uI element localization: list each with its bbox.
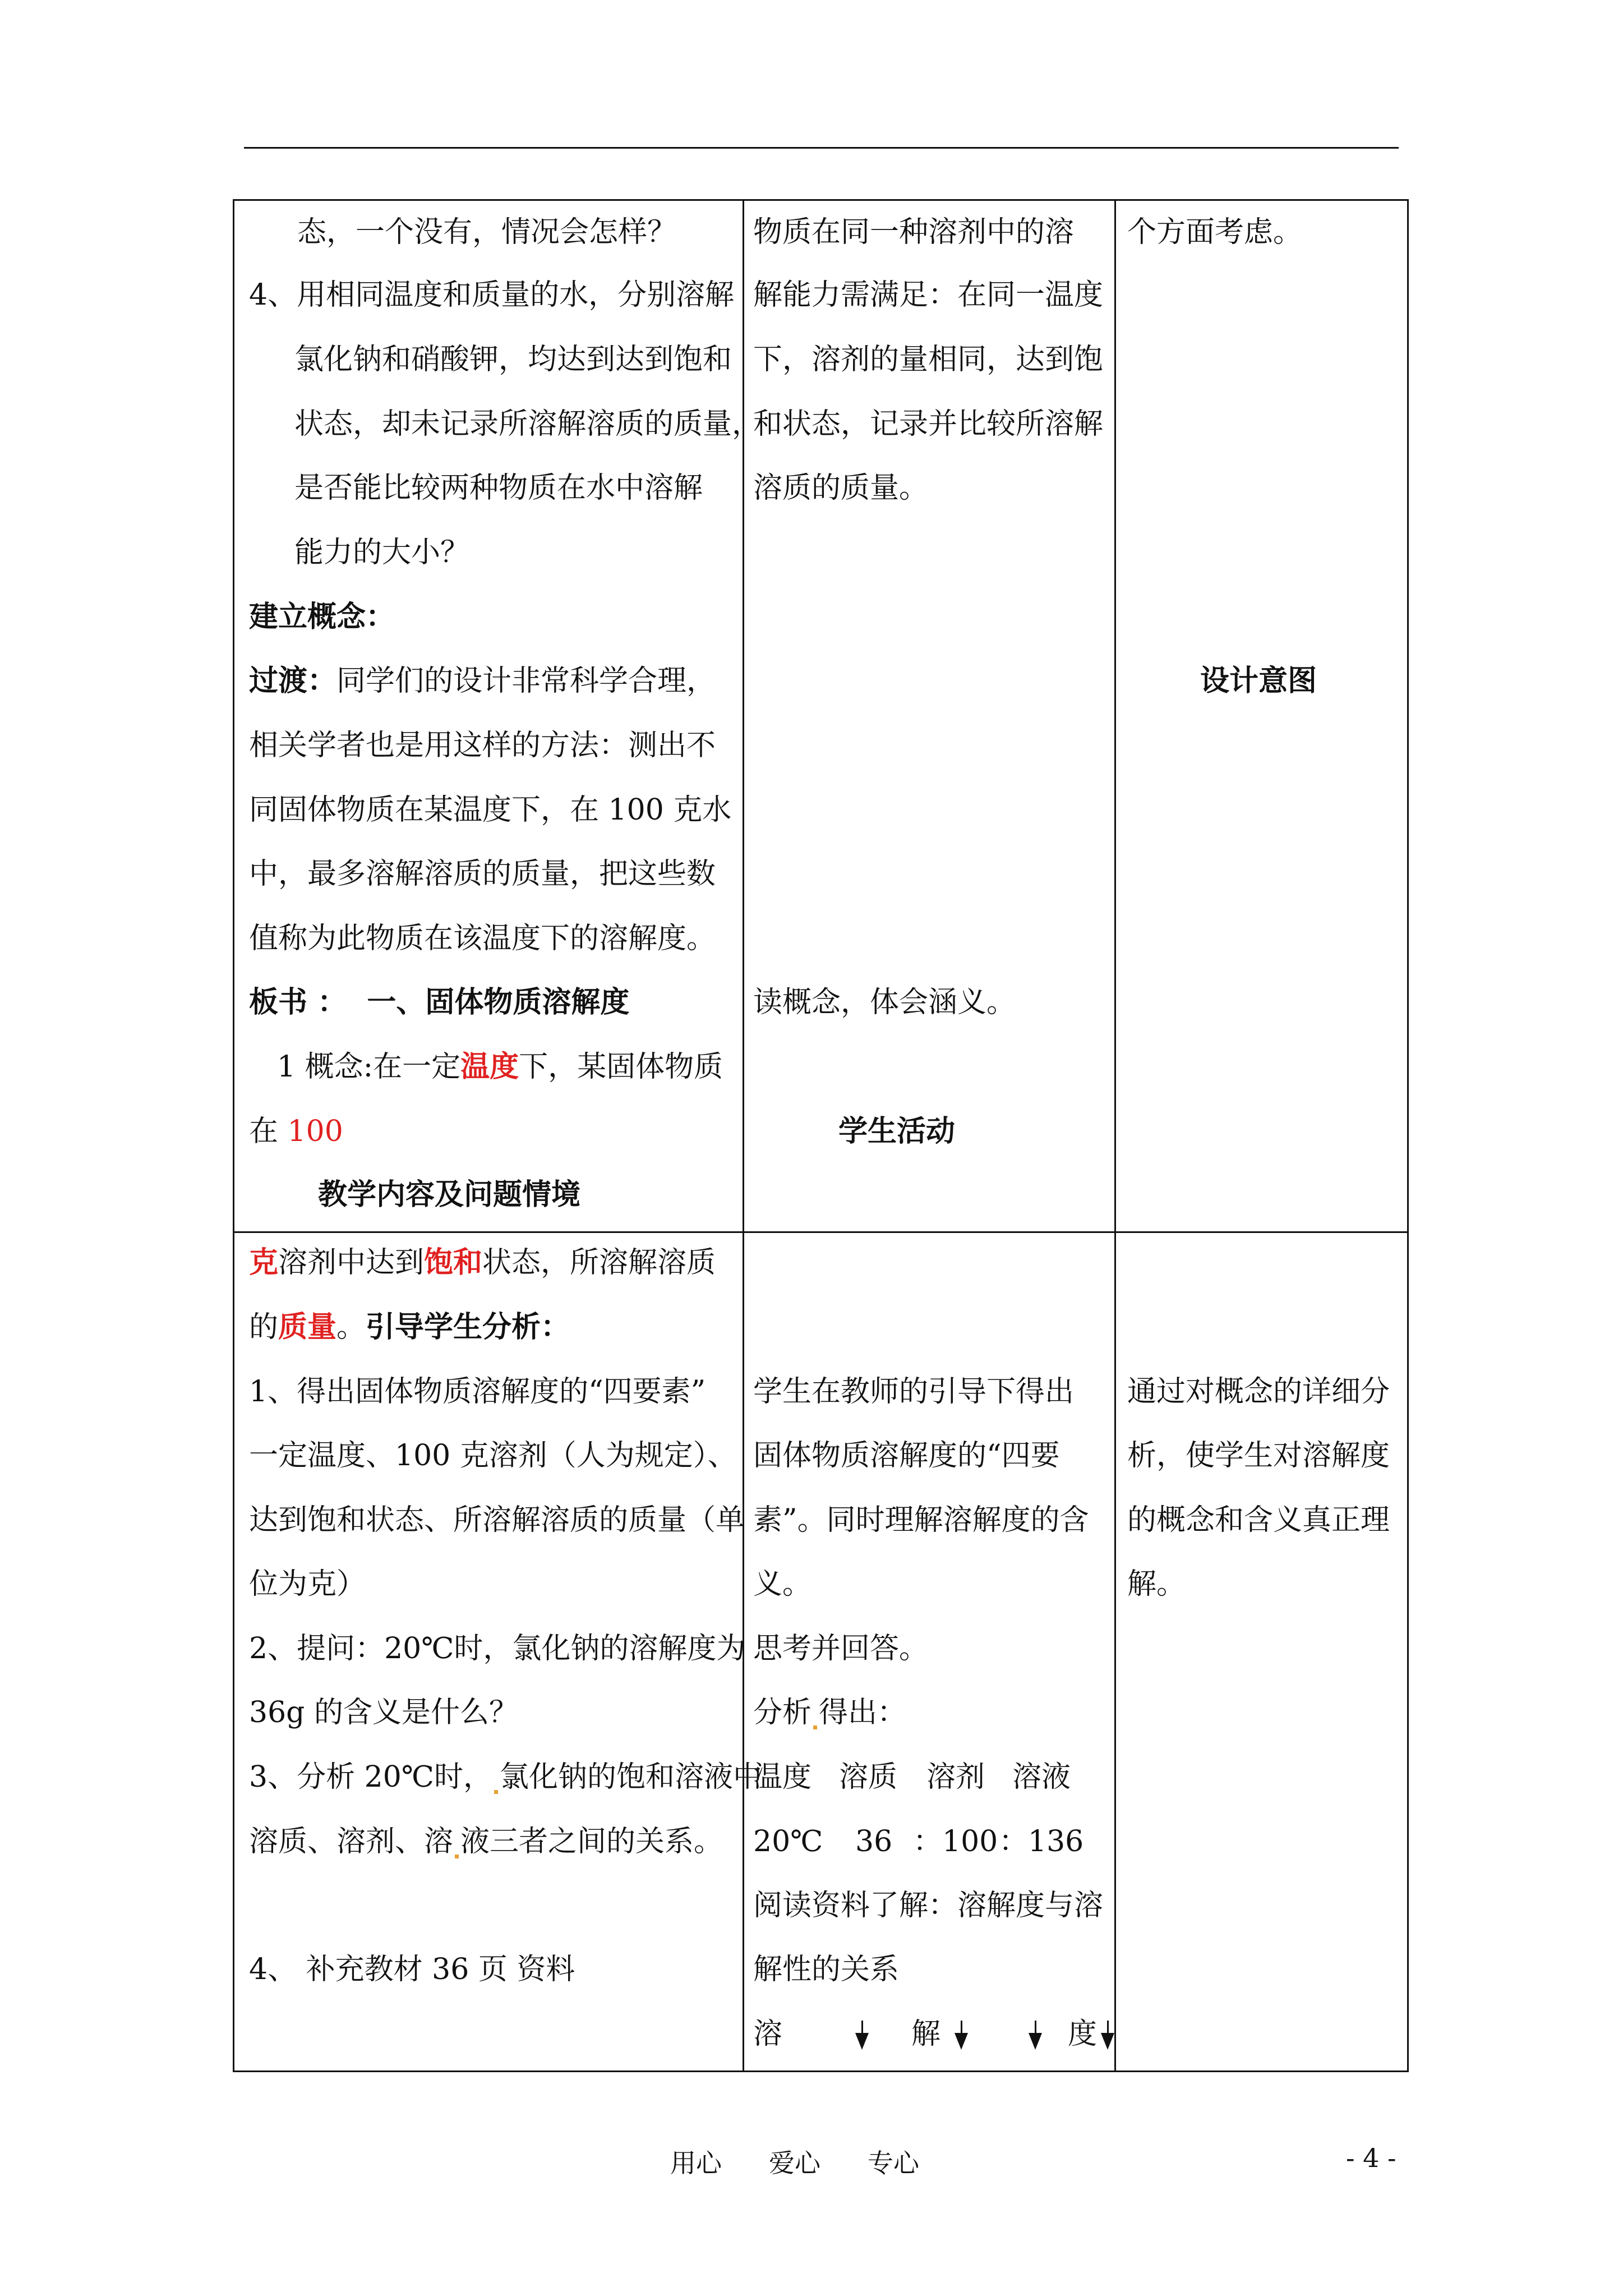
ratio-value-solute: 36 — [855, 1825, 893, 1858]
transition-label: 过渡： — [249, 664, 337, 698]
text-line: 读概念，体会涵义。 — [753, 986, 1016, 1019]
text-line — [277, 1050, 723, 1084]
text-line: 值称为此物质在该温度下的溶解度。 — [249, 922, 716, 955]
table-row-divider — [233, 1231, 1409, 1233]
text-line: 1、得出固体物质溶解度的“四要素” — [249, 1375, 706, 1409]
text-line: 能力的大小？ — [294, 536, 470, 569]
text-line: 物质在同一种溶剂中的溶 — [753, 215, 1075, 249]
text-line: 通过对概念的详细分 — [1127, 1375, 1390, 1409]
ratio-header-temperature: 温度 — [753, 1760, 812, 1794]
column-header: 教学内容及问题情境 — [318, 1177, 581, 1212]
text-line: 同固体物质在某温度下，在 100 克水 — [249, 793, 732, 827]
board-title: 一、固体物质溶解度 — [367, 985, 630, 1019]
text-line: 解。 — [1127, 1567, 1186, 1601]
page-number: - 4 - — [1346, 2143, 1396, 2173]
text-line: 4、用相同温度和质量的水，分别溶解 — [249, 278, 735, 312]
table-bottom-border — [233, 2070, 1409, 2072]
arrow-down-icon — [855, 2021, 869, 2050]
ratio-header-solute: 溶质 — [839, 1760, 898, 1794]
text-span: 同学们的设计非常科学合理， — [336, 664, 716, 698]
text-line: 析，使学生对溶解度 — [1127, 1439, 1390, 1473]
column-header: 学生活动 — [838, 1114, 956, 1148]
highlight-red: 温度 — [460, 1050, 519, 1084]
text-span: 溶剂中达到 — [278, 1246, 425, 1280]
ratio-header-solvent: 溶剂 — [926, 1760, 985, 1794]
table-left-border — [233, 199, 234, 2072]
mark-dot — [494, 1790, 498, 1794]
header-rule — [244, 147, 1399, 149]
board-label: 板书 ： — [249, 985, 347, 1019]
text-line: 状态，却未记录所溶解溶质的质量， — [294, 407, 762, 441]
text-span: 1 概念:在一定 — [277, 1050, 461, 1084]
text-span: 的 — [249, 1310, 279, 1344]
text-span: 状态，所溶解溶质 — [482, 1246, 716, 1280]
ratio-header-solution: 溶液 — [1012, 1760, 1071, 1794]
text-line: 解性的关系 — [753, 1953, 900, 1986]
text-line — [249, 1760, 762, 1794]
text-line: 位为克） — [249, 1567, 366, 1601]
highlight-red: 100 — [287, 1115, 343, 1148]
text-line: 4、 补充教材 36 页 资料 — [249, 1953, 575, 1986]
arrow-down-icon — [1101, 2021, 1114, 2050]
mark-dot — [813, 1726, 817, 1729]
text-span: 分析 — [753, 1696, 812, 1729]
mark-dot — [455, 1855, 459, 1858]
footer-slogan-2: 爱心 — [769, 2148, 820, 2178]
text-line — [249, 1115, 343, 1148]
text-line: 素”。同时理解溶解度的含 — [753, 1503, 1089, 1537]
text-span: 得出： — [819, 1696, 907, 1729]
text-line: 解 — [911, 2017, 941, 2051]
text-span: 溶质、溶剂、溶 — [249, 1825, 454, 1858]
text-line: 36g 的含义是什么？ — [249, 1696, 518, 1729]
text-line: 学生在教师的引导下得出 — [753, 1375, 1075, 1409]
text-line: 态，一个没有，情况会怎样？ — [297, 215, 677, 249]
text-line — [249, 1310, 570, 1344]
text-span: 3、分析 20℃时， — [249, 1760, 492, 1794]
text-line: 解能力需满足：在同一温度 — [753, 278, 1104, 312]
text-line: 固体物质溶解度的“四要 — [753, 1439, 1060, 1473]
text-line: 相关学者也是用这样的方法：测出不 — [249, 729, 716, 762]
text-line: 和状态，记录并比较所溶解 — [753, 407, 1104, 441]
text-span: 液三者之间的关系。 — [460, 1825, 723, 1858]
text-line: 的概念和含义真正理 — [1127, 1503, 1390, 1537]
text-span: 下，某固体物质 — [519, 1050, 723, 1084]
highlight-red: 克 — [249, 1245, 279, 1280]
text-line — [753, 1696, 906, 1729]
text-line: 溶质的质量。 — [753, 471, 929, 505]
text-line — [249, 1246, 716, 1280]
text-line: 思考并回答。 — [753, 1632, 929, 1665]
footer-slogan-3: 专心 — [868, 2148, 919, 2178]
table-right-border — [1407, 199, 1409, 2072]
table-top-border — [233, 199, 1409, 201]
highlight-red: 质量 — [278, 1310, 337, 1344]
table-col-divider-2 — [1114, 199, 1116, 2072]
text-line: 阅读资料了解：溶解度与溶 — [753, 1889, 1104, 1922]
text-line — [249, 1825, 723, 1858]
ratio-value-temperature: 20℃ — [753, 1825, 823, 1858]
text-span: 氯化钠的饱和溶液中 — [499, 1760, 762, 1794]
text-line: 一定温度、100 克溶剂（人为规定）、 — [249, 1439, 737, 1473]
highlight-red: 饱和 — [424, 1245, 483, 1280]
text-line: 中，最多溶解溶质的质量，把这些数 — [249, 857, 716, 891]
text-span: 在 — [249, 1115, 279, 1148]
guide-heading: 引导学生分析： — [366, 1310, 570, 1344]
arrow-down-icon — [1029, 2021, 1042, 2050]
text-line: 下，溶剂的量相同，达到饱 — [753, 343, 1104, 376]
text-line: 达到饱和状态、所溶解溶质的质量（单 — [249, 1503, 745, 1537]
text-line: 是否能比较两种物质在水中溶解 — [294, 471, 703, 505]
text-line: 个方面考虑。 — [1127, 215, 1303, 249]
text-line: 度 — [1068, 2017, 1098, 2051]
text-line: 2、提问：20℃时，氯化钠的溶解度为 — [249, 1632, 746, 1665]
text-span: 。 — [336, 1310, 366, 1344]
ratio-value-solution: ：136 — [999, 1825, 1084, 1858]
board-heading — [249, 986, 629, 1019]
text-line — [249, 664, 716, 698]
ratio-value-solvent: ：100 — [913, 1825, 998, 1858]
text-line: 溶 — [753, 2017, 783, 2051]
section-heading: 建立概念： — [249, 600, 395, 634]
footer-slogan-1: 用心 — [670, 2148, 722, 2178]
arrow-down-icon — [955, 2021, 968, 2050]
text-line: 氯化钠和硝酸钾，均达到达到饱和 — [294, 343, 732, 376]
column-header: 设计意图 — [1200, 664, 1317, 698]
text-line: 义。 — [753, 1567, 812, 1601]
